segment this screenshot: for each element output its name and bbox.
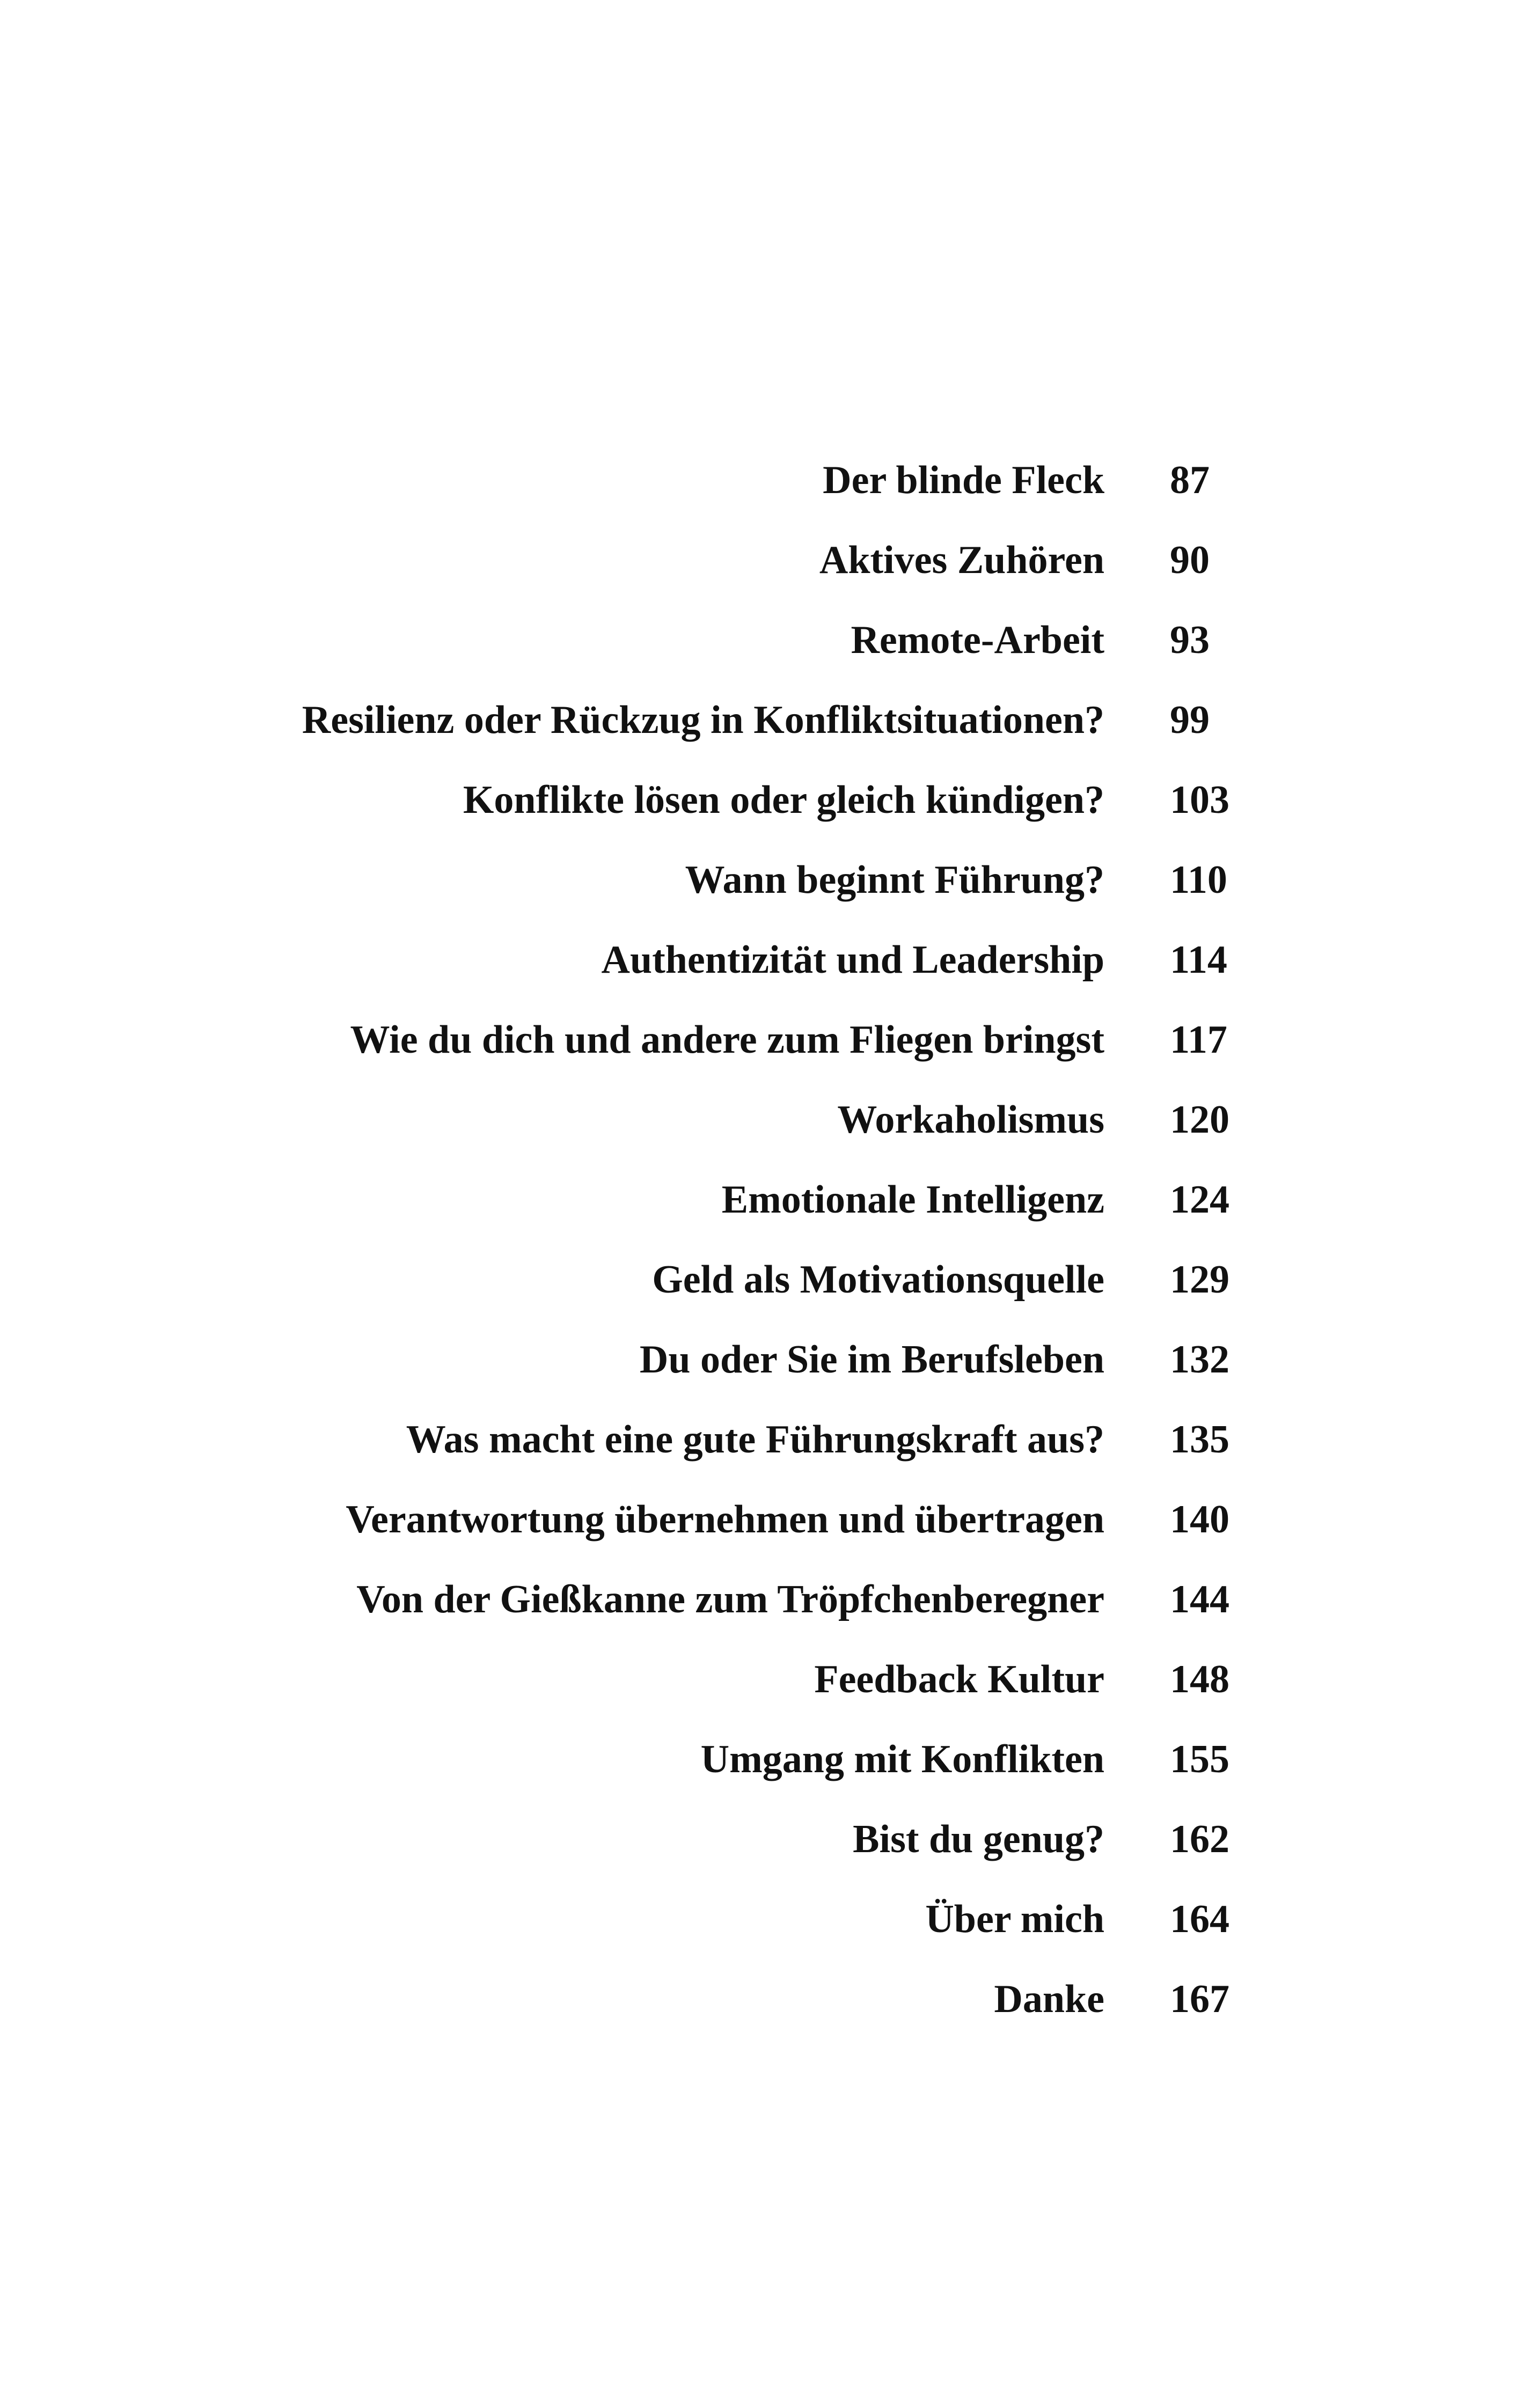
- toc-entry-title: Geld als Motivationsquelle: [652, 1258, 1104, 1302]
- toc-entry-title: Danke: [994, 1977, 1104, 2021]
- toc-entry[interactable]: [0, 1653, 1523, 1732]
- toc-entry-title: Über mich: [925, 1897, 1104, 1941]
- toc-entry[interactable]: [0, 1333, 1523, 1413]
- toc-entry-title: Von der Gießkanne zum Tröpfchenberegner: [356, 1577, 1104, 1621]
- toc-entry-title: Wann beginnt Führung?: [685, 858, 1104, 902]
- toc-entry-page: 129: [1170, 1258, 1229, 1302]
- toc-entry[interactable]: [0, 933, 1523, 1013]
- toc-entry-page: 120: [1170, 1098, 1229, 1142]
- toc-entry-page: 103: [1170, 778, 1229, 822]
- toc-entry[interactable]: [0, 533, 1523, 613]
- toc-entry-page: 148: [1170, 1657, 1229, 1701]
- toc-entry-page: 144: [1170, 1577, 1229, 1621]
- toc-entry[interactable]: [0, 1013, 1523, 1093]
- toc-entry-page: 164: [1170, 1897, 1229, 1941]
- toc-entry-title: Resilienz oder Rückzug in Konfliktsituationen?: [302, 698, 1104, 742]
- toc-entry[interactable]: [0, 1093, 1523, 1173]
- toc-entry-page: 162: [1170, 1817, 1229, 1861]
- toc-entry-title: Umgang mit Konflikten: [700, 1737, 1104, 1781]
- table-of-contents: [0, 453, 1523, 2052]
- toc-entry-title: Der blinde Fleck: [823, 458, 1104, 502]
- toc-entry[interactable]: [0, 773, 1523, 853]
- toc-entry-page: 114: [1170, 938, 1227, 982]
- toc-entry-title: Konflikte lösen oder gleich kündigen?: [463, 778, 1104, 822]
- toc-entry[interactable]: [0, 853, 1523, 933]
- toc-entry[interactable]: [0, 1732, 1523, 1812]
- toc-entry-title: Was macht eine gute Führungskraft aus?: [406, 1418, 1104, 1462]
- toc-entry-page: 99: [1170, 698, 1210, 742]
- toc-entry-page: 140: [1170, 1497, 1229, 1541]
- toc-entry-page: 117: [1170, 1018, 1227, 1062]
- toc-entry[interactable]: [0, 1173, 1523, 1253]
- toc-entry-title: Feedback Kultur: [814, 1657, 1104, 1701]
- toc-entry-page: 135: [1170, 1418, 1229, 1462]
- toc-entry-page: 110: [1170, 858, 1227, 902]
- toc-entry[interactable]: [0, 613, 1523, 693]
- toc-entry[interactable]: [0, 693, 1523, 773]
- toc-entry[interactable]: [0, 1892, 1523, 1972]
- toc-entry-title: Emotionale Intelligenz: [721, 1178, 1104, 1222]
- toc-entry[interactable]: [0, 1413, 1523, 1493]
- toc-entry-title: Aktives Zuhören: [819, 538, 1104, 582]
- toc-entry-title: Remote-Arbeit: [851, 618, 1104, 662]
- toc-entry-page: 90: [1170, 538, 1210, 582]
- toc-entry-title: Authentizität und Leadership: [601, 938, 1104, 982]
- toc-entry-page: 132: [1170, 1338, 1229, 1382]
- toc-entry[interactable]: [0, 453, 1523, 533]
- toc-entry-title: Verantwortung übernehmen und übertragen: [346, 1497, 1104, 1541]
- toc-entry-page: 87: [1170, 458, 1210, 502]
- toc-entry-title: Workaholismus: [837, 1098, 1104, 1142]
- toc-entry-page: 124: [1170, 1178, 1229, 1222]
- toc-entry[interactable]: [0, 1493, 1523, 1573]
- toc-entry[interactable]: [0, 1972, 1523, 2052]
- toc-entry[interactable]: [0, 1812, 1523, 1892]
- toc-entry-page: 167: [1170, 1977, 1229, 2021]
- toc-entry[interactable]: [0, 1573, 1523, 1653]
- toc-entry-page: 155: [1170, 1737, 1229, 1781]
- toc-entry[interactable]: [0, 1253, 1523, 1333]
- toc-entry-page: 93: [1170, 618, 1210, 662]
- toc-entry-title: Du oder Sie im Berufsleben: [639, 1338, 1104, 1382]
- toc-entry-title: Bist du genug?: [853, 1817, 1104, 1861]
- toc-entry-title: Wie du dich und andere zum Fliegen bringst: [350, 1018, 1104, 1062]
